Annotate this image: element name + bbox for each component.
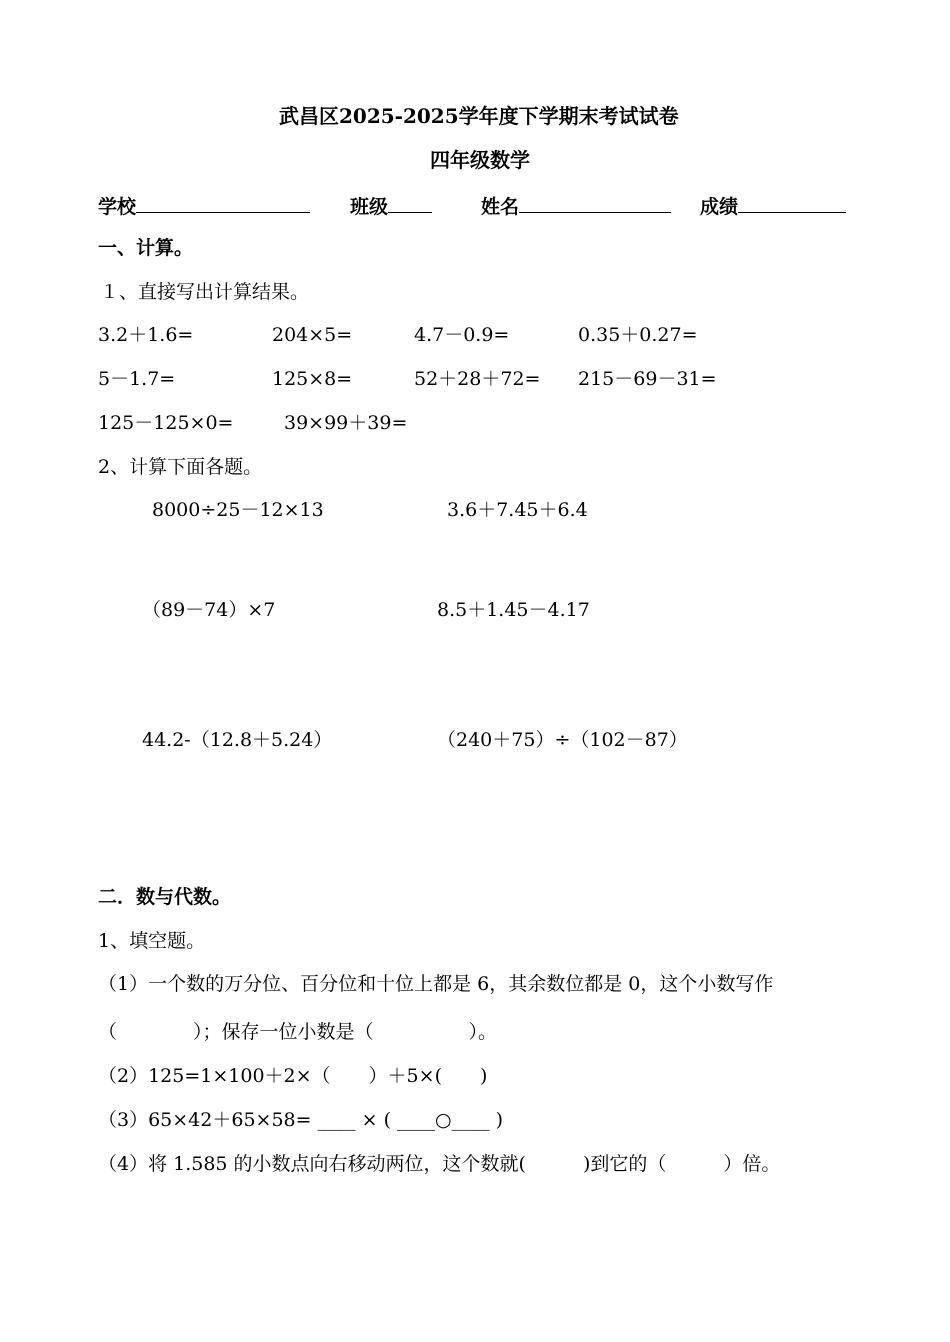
q1-item: 5－1.7=: [98, 368, 176, 390]
q2-item: 8.5＋1.45－4.17: [437, 599, 590, 621]
school-field[interactable]: [98, 192, 310, 219]
q2-item: （89－74）×7: [142, 599, 276, 621]
school-blank[interactable]: [136, 192, 310, 213]
fill-blank-item: （1）一个数的万分位、百分位和十位上都是 6，其余数位都是 0，这个小数写作: [98, 973, 774, 995]
score-blank[interactable]: [738, 192, 846, 213]
q1-item: 125×8=: [272, 368, 353, 390]
q2-label: 2、计算下面各题。: [98, 456, 263, 478]
fill-blank-item: （ ）；保存一位小数是（ ）。: [98, 1021, 498, 1043]
name-field[interactable]: [481, 192, 671, 219]
q1-item: 4.7－0.9=: [414, 324, 510, 346]
name-label: 姓名: [481, 196, 520, 218]
fill-blank-item: （3）65×42＋65×58= ____ × ( ____○____ ): [98, 1109, 504, 1131]
school-label: 学校: [98, 196, 137, 218]
q1-label: １、直接写出计算结果。: [100, 281, 310, 303]
q1-item: 204×5=: [272, 324, 353, 346]
section1-heading: 一、计算。: [98, 237, 194, 259]
page-title: 武昌区2025-2025学年度下学期末考试试卷: [279, 104, 679, 128]
name-blank[interactable]: [519, 192, 671, 213]
fill-blank-label: 1、填空题。: [98, 930, 206, 952]
section2-heading: 二．数与代数。: [98, 886, 232, 908]
q1-item: 0.35＋0.27=: [578, 324, 698, 346]
class-blank[interactable]: [388, 192, 432, 213]
q2-item: 8000÷25－12×13: [152, 499, 324, 521]
q2-item: 44.2-（12.8＋5.24）: [142, 729, 333, 751]
class-label: 班级: [350, 196, 389, 218]
q1-item: 39×99＋39=: [284, 412, 408, 434]
page-subtitle: 四年级数学: [430, 148, 530, 172]
q2-item: 3.6＋7.45＋6.4: [447, 499, 588, 521]
q1-item: 52＋28＋72=: [414, 368, 541, 390]
q2-item: （240＋75）÷（102－87）: [437, 729, 688, 751]
score-label: 成绩: [700, 196, 739, 218]
class-field[interactable]: [350, 192, 432, 219]
score-field[interactable]: [700, 192, 846, 219]
q1-item: 3.2＋1.6=: [98, 324, 194, 346]
fill-blank-item: （2）125=1×100＋2×（ ）＋5×( ): [98, 1065, 488, 1087]
q1-item: 215－69－31=: [578, 368, 717, 390]
q1-item: 125－125×0=: [98, 412, 234, 434]
fill-blank-item: （4）将 1.585 的小数点向右移动两位，这个数就( )到它的（ ）倍。: [98, 1153, 781, 1175]
